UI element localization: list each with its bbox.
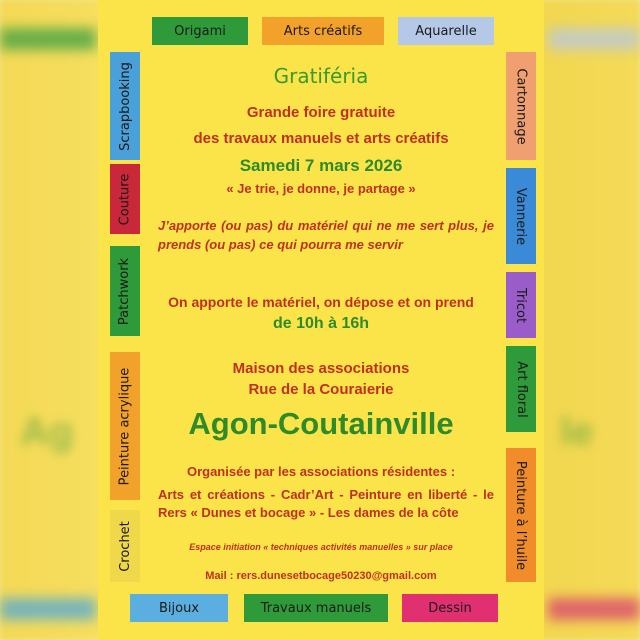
- tag-origami: [152, 17, 248, 45]
- background-band: [0, 598, 96, 620]
- tag-label: Patchwork: [117, 257, 133, 325]
- event-date: Samedi 7 mars 2026: [239, 156, 403, 175]
- tag-aquarelle: [398, 17, 494, 45]
- background-band: [0, 28, 96, 50]
- tag-label: Art floral: [513, 360, 529, 418]
- tag-label: Aquarelle: [415, 23, 477, 39]
- tag-dessin: [402, 594, 498, 622]
- tag-arts-creatifs: [262, 17, 384, 45]
- tag-bijoux: [130, 594, 228, 622]
- tag-travaux-manuels: [244, 594, 388, 622]
- contact-mail: Mail : rers.dunesetbocage50230@gmail.com: [205, 570, 437, 582]
- tag-label: Peinture à l’huile: [513, 460, 529, 570]
- organisers-intro: Organisée par les associations résidentes :: [186, 464, 456, 479]
- drop-info: On apporte le matériel, on dépose et on prend: [168, 294, 474, 310]
- organisers-list: Arts et créations - Cadr’Art - Peinture en liberté - le Rers « Dunes et bocage » - Les dames de la côte: [158, 487, 494, 520]
- tag-label: Tricot: [513, 287, 529, 323]
- tag-label: Bijoux: [158, 600, 200, 616]
- background-band: [548, 598, 640, 620]
- tag-label: Peinture acrylique: [117, 367, 133, 485]
- background-blurred-text: le: [560, 410, 594, 454]
- tag-label: Scrapbooking: [117, 61, 133, 151]
- tag-label: Couture: [117, 173, 133, 225]
- tag-label: Cartonnage: [513, 67, 529, 145]
- event-hours: de 10h à 16h: [272, 315, 370, 332]
- background-band: [548, 28, 640, 50]
- poster-subtitle-1: Grande foire gratuite: [246, 104, 396, 121]
- event-town: Agon-Coutainville: [188, 406, 454, 441]
- poster-subtitle-2: des travaux manuels et arts créatifs: [193, 130, 449, 147]
- venue-street: Rue de la Couraierie: [248, 381, 394, 398]
- venue-name: Maison des associations: [232, 360, 410, 377]
- background-blurred-text: Ag: [20, 410, 74, 454]
- tag-label: Travaux manuels: [260, 600, 372, 616]
- event-motto: « Je trie, je donne, je partage »: [226, 181, 416, 196]
- tag-label: Crochet: [117, 520, 133, 572]
- event-description: J’apporte (ou pas) du matériel qui ne me sert plus, je prends (ou pas) ce qui pourra me servir: [158, 218, 494, 252]
- tag-label: Origami: [174, 23, 226, 39]
- initiation-note: Espace initiation « techniques activités manuelles » sur place: [189, 542, 453, 552]
- tag-label: Arts créatifs: [283, 23, 363, 39]
- event-poster: [98, 0, 544, 640]
- tag-label: Vannerie: [513, 187, 529, 245]
- poster-title: Gratiféria: [273, 64, 369, 88]
- tag-label: Dessin: [428, 600, 472, 616]
